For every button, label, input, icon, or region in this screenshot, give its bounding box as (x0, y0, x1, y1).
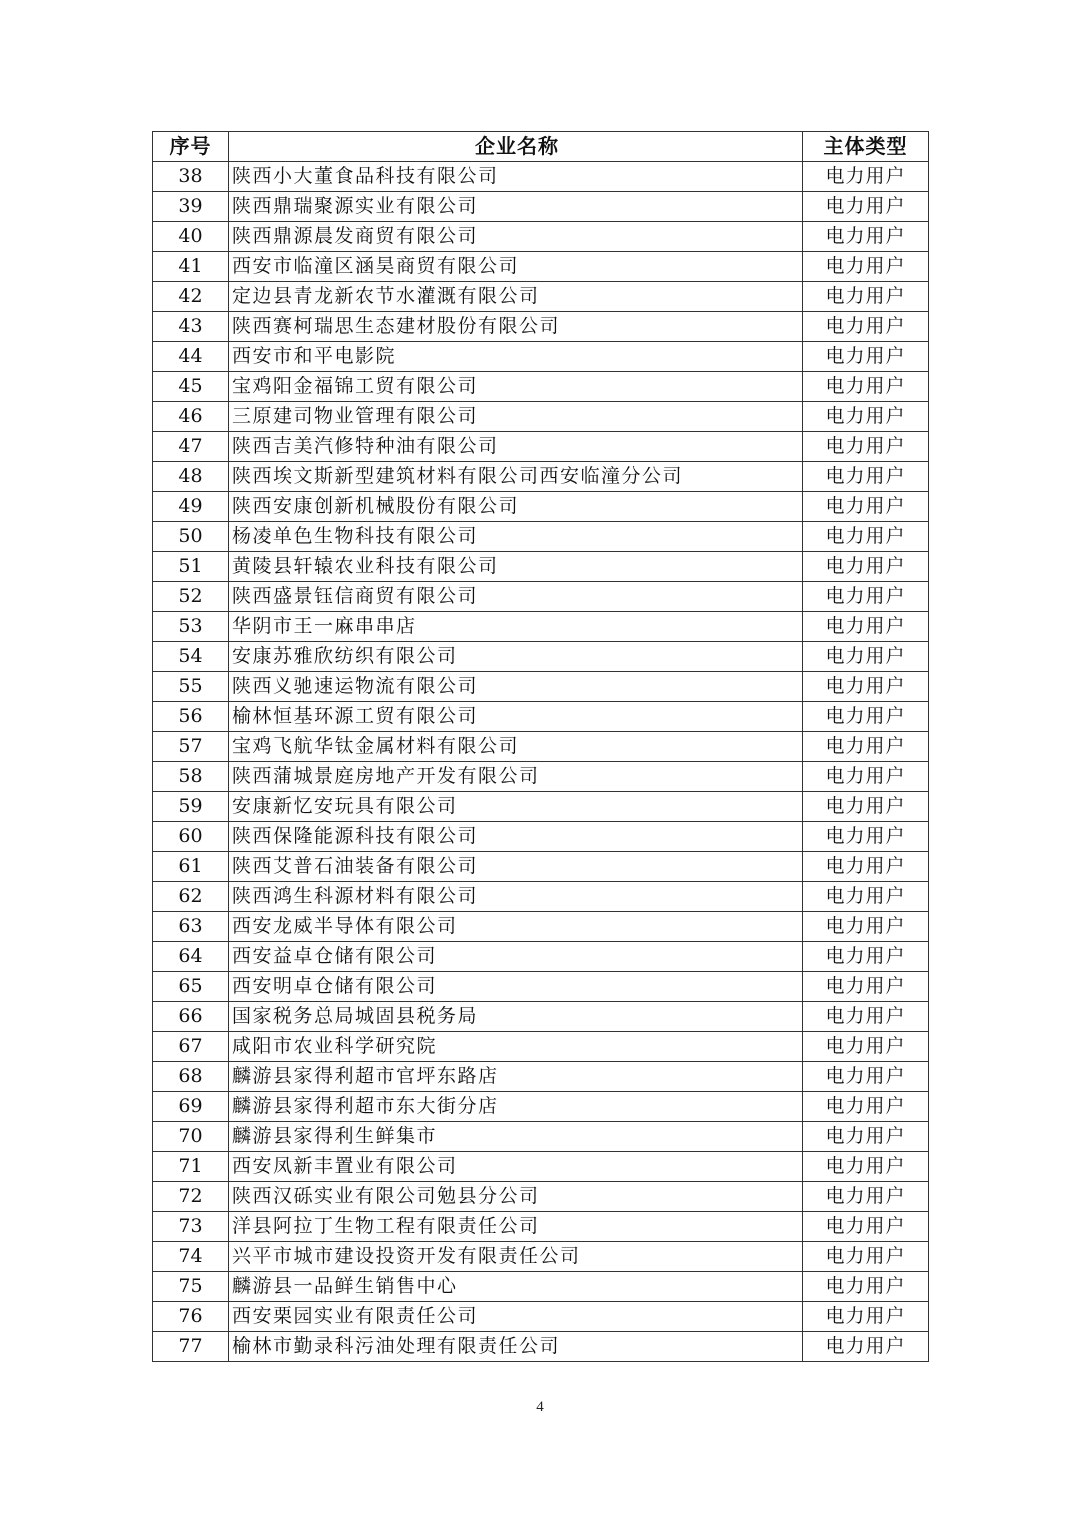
cell-enterprise-name: 麟游县家得利生鲜集市 (229, 1122, 803, 1152)
cell-enterprise-name: 西安市临潼区涵昊商贸有限公司 (229, 252, 803, 282)
cell-enterprise-name: 麟游县家得利超市东大街分店 (229, 1092, 803, 1122)
table-row (153, 552, 929, 582)
cell-enterprise-name: 西安栗园实业有限责任公司 (229, 1302, 803, 1332)
cell-serial-number: 65 (153, 972, 229, 1002)
cell-entity-type: 电力用户 (803, 1002, 929, 1032)
cell-serial-number: 47 (153, 432, 229, 462)
cell-enterprise-name: 陕西安康创新机械股份有限公司 (229, 492, 803, 522)
cell-serial-number: 72 (153, 1182, 229, 1212)
cell-entity-type: 电力用户 (803, 342, 929, 372)
cell-enterprise-name: 榆林恒基环源工贸有限公司 (229, 702, 803, 732)
cell-enterprise-name: 陕西埃文斯新型建筑材料有限公司西安临潼分公司 (229, 462, 803, 492)
cell-serial-number: 56 (153, 702, 229, 732)
cell-serial-number: 74 (153, 1242, 229, 1272)
table-row (153, 492, 929, 522)
cell-entity-type: 电力用户 (803, 762, 929, 792)
cell-entity-type: 电力用户 (803, 672, 929, 702)
cell-entity-type: 电力用户 (803, 1122, 929, 1152)
cell-serial-number: 76 (153, 1302, 229, 1332)
cell-enterprise-name: 陕西盛景钰信商贸有限公司 (229, 582, 803, 612)
cell-enterprise-name: 洋县阿拉丁生物工程有限责任公司 (229, 1212, 803, 1242)
cell-serial-number: 59 (153, 792, 229, 822)
table-row (153, 1032, 929, 1062)
cell-entity-type: 电力用户 (803, 612, 929, 642)
table-row (153, 762, 929, 792)
cell-serial-number: 55 (153, 672, 229, 702)
cell-serial-number: 64 (153, 942, 229, 972)
table-row (153, 222, 929, 252)
cell-enterprise-name: 兴平市城市建设投资开发有限责任公司 (229, 1242, 803, 1272)
cell-entity-type: 电力用户 (803, 312, 929, 342)
cell-enterprise-name: 西安益卓仓储有限公司 (229, 942, 803, 972)
cell-enterprise-name: 国家税务总局城固县税务局 (229, 1002, 803, 1032)
cell-serial-number: 41 (153, 252, 229, 282)
cell-serial-number: 52 (153, 582, 229, 612)
cell-enterprise-name: 榆林市勤录科污油处理有限责任公司 (229, 1332, 803, 1362)
table-row (153, 942, 929, 972)
cell-serial-number: 73 (153, 1212, 229, 1242)
cell-enterprise-name: 宝鸡阳金福锦工贸有限公司 (229, 372, 803, 402)
cell-serial-number: 71 (153, 1152, 229, 1182)
cell-entity-type: 电力用户 (803, 1272, 929, 1302)
cell-entity-type: 电力用户 (803, 432, 929, 462)
cell-entity-type: 电力用户 (803, 1332, 929, 1362)
table-header-row (153, 132, 929, 162)
cell-serial-number: 43 (153, 312, 229, 342)
cell-enterprise-name: 陕西蒲城景庭房地产开发有限公司 (229, 762, 803, 792)
table-body (153, 162, 929, 1362)
cell-serial-number: 63 (153, 912, 229, 942)
table-row (153, 792, 929, 822)
page-number: 4 (536, 1399, 544, 1415)
cell-serial-number: 60 (153, 822, 229, 852)
cell-serial-number: 40 (153, 222, 229, 252)
cell-entity-type: 电力用户 (803, 702, 929, 732)
table-row (153, 1302, 929, 1332)
cell-entity-type: 电力用户 (803, 492, 929, 522)
cell-enterprise-name: 华阴市王一麻串串店 (229, 612, 803, 642)
cell-enterprise-name: 黄陵县轩辕农业科技有限公司 (229, 552, 803, 582)
cell-serial-number: 66 (153, 1002, 229, 1032)
cell-entity-type: 电力用户 (803, 282, 929, 312)
cell-enterprise-name: 西安市和平电影院 (229, 342, 803, 372)
table-row (153, 882, 929, 912)
table-row (153, 732, 929, 762)
table-row (153, 312, 929, 342)
cell-enterprise-name: 陕西小大董食品科技有限公司 (229, 162, 803, 192)
cell-enterprise-name: 陕西义驰速运物流有限公司 (229, 672, 803, 702)
table-row (153, 192, 929, 222)
cell-entity-type: 电力用户 (803, 972, 929, 1002)
table-row (153, 1002, 929, 1032)
cell-entity-type: 电力用户 (803, 732, 929, 762)
table-row (153, 642, 929, 672)
cell-serial-number: 75 (153, 1272, 229, 1302)
table-row (153, 1122, 929, 1152)
cell-entity-type: 电力用户 (803, 1032, 929, 1062)
table-row (153, 1242, 929, 1272)
cell-enterprise-name: 陕西鼎源晨发商贸有限公司 (229, 222, 803, 252)
cell-enterprise-name: 杨凌单色生物科技有限公司 (229, 522, 803, 552)
cell-entity-type: 电力用户 (803, 912, 929, 942)
cell-entity-type: 电力用户 (803, 462, 929, 492)
cell-entity-type: 电力用户 (803, 882, 929, 912)
table-row (153, 282, 929, 312)
cell-entity-type: 电力用户 (803, 522, 929, 552)
cell-serial-number: 38 (153, 162, 229, 192)
table-row (153, 1152, 929, 1182)
cell-serial-number: 57 (153, 732, 229, 762)
cell-entity-type: 电力用户 (803, 792, 929, 822)
table-row (153, 672, 929, 702)
table-row (153, 972, 929, 1002)
table-row (153, 252, 929, 282)
table-row (153, 852, 929, 882)
table-row (153, 702, 929, 732)
cell-enterprise-name: 陕西汉砾实业有限公司勉县分公司 (229, 1182, 803, 1212)
table-row (153, 1182, 929, 1212)
cell-entity-type: 电力用户 (803, 1242, 929, 1272)
cell-serial-number: 46 (153, 402, 229, 432)
cell-serial-number: 77 (153, 1332, 229, 1362)
header-serial-number: 序号 (153, 132, 229, 162)
cell-entity-type: 电力用户 (803, 402, 929, 432)
cell-entity-type: 电力用户 (803, 552, 929, 582)
cell-enterprise-name: 麟游县一品鲜生销售中心 (229, 1272, 803, 1302)
cell-serial-number: 42 (153, 282, 229, 312)
table-row (153, 1212, 929, 1242)
cell-enterprise-name: 陕西吉美汽修特种油有限公司 (229, 432, 803, 462)
cell-entity-type: 电力用户 (803, 852, 929, 882)
cell-enterprise-name: 安康苏雅欣纺织有限公司 (229, 642, 803, 672)
cell-entity-type: 电力用户 (803, 1062, 929, 1092)
cell-enterprise-name: 麟游县家得利超市官坪东路店 (229, 1062, 803, 1092)
cell-serial-number: 54 (153, 642, 229, 672)
cell-entity-type: 电力用户 (803, 1152, 929, 1182)
cell-enterprise-name: 安康新忆安玩具有限公司 (229, 792, 803, 822)
cell-entity-type: 电力用户 (803, 1092, 929, 1122)
cell-enterprise-name: 西安明卓仓储有限公司 (229, 972, 803, 1002)
cell-serial-number: 69 (153, 1092, 229, 1122)
table-row (153, 1272, 929, 1302)
table-row (153, 462, 929, 492)
cell-entity-type: 电力用户 (803, 942, 929, 972)
cell-enterprise-name: 陕西赛柯瑞思生态建材股份有限公司 (229, 312, 803, 342)
cell-enterprise-name: 西安龙威半导体有限公司 (229, 912, 803, 942)
cell-serial-number: 50 (153, 522, 229, 552)
cell-serial-number: 53 (153, 612, 229, 642)
table-row (153, 612, 929, 642)
cell-entity-type: 电力用户 (803, 1302, 929, 1332)
cell-entity-type: 电力用户 (803, 1182, 929, 1212)
cell-serial-number: 62 (153, 882, 229, 912)
header-entity-type: 主体类型 (803, 132, 929, 162)
cell-enterprise-name: 陕西艾普石油装备有限公司 (229, 852, 803, 882)
cell-entity-type: 电力用户 (803, 582, 929, 612)
cell-serial-number: 58 (153, 762, 229, 792)
cell-entity-type: 电力用户 (803, 162, 929, 192)
cell-serial-number: 49 (153, 492, 229, 522)
cell-enterprise-name: 定边县青龙新农节水灌溉有限公司 (229, 282, 803, 312)
table-row (153, 1092, 929, 1122)
cell-serial-number: 51 (153, 552, 229, 582)
table-row (153, 522, 929, 552)
table-row (153, 1332, 929, 1362)
cell-serial-number: 68 (153, 1062, 229, 1092)
cell-serial-number: 48 (153, 462, 229, 492)
cell-entity-type: 电力用户 (803, 192, 929, 222)
cell-enterprise-name: 西安凤新丰置业有限公司 (229, 1152, 803, 1182)
enterprise-table (152, 131, 929, 1362)
table-row (153, 342, 929, 372)
cell-enterprise-name: 陕西鼎瑞聚源实业有限公司 (229, 192, 803, 222)
cell-enterprise-name: 陕西保隆能源科技有限公司 (229, 822, 803, 852)
cell-serial-number: 70 (153, 1122, 229, 1152)
cell-entity-type: 电力用户 (803, 1212, 929, 1242)
cell-entity-type: 电力用户 (803, 822, 929, 852)
cell-enterprise-name: 陕西鸿生科源材料有限公司 (229, 882, 803, 912)
cell-enterprise-name: 咸阳市农业科学研究院 (229, 1032, 803, 1062)
table-row (153, 822, 929, 852)
header-enterprise-name: 企业名称 (229, 132, 803, 162)
table-row (153, 162, 929, 192)
cell-entity-type: 电力用户 (803, 222, 929, 252)
cell-serial-number: 61 (153, 852, 229, 882)
cell-serial-number: 45 (153, 372, 229, 402)
cell-serial-number: 39 (153, 192, 229, 222)
table-row (153, 402, 929, 432)
cell-enterprise-name: 三原建司物业管理有限公司 (229, 402, 803, 432)
table-row (153, 912, 929, 942)
cell-enterprise-name: 宝鸡飞航华钛金属材料有限公司 (229, 732, 803, 762)
table-row (153, 432, 929, 462)
table-row (153, 582, 929, 612)
cell-entity-type: 电力用户 (803, 642, 929, 672)
cell-entity-type: 电力用户 (803, 372, 929, 402)
cell-entity-type: 电力用户 (803, 252, 929, 282)
cell-serial-number: 67 (153, 1032, 229, 1062)
table-row (153, 372, 929, 402)
cell-serial-number: 44 (153, 342, 229, 372)
table-row (153, 1062, 929, 1092)
